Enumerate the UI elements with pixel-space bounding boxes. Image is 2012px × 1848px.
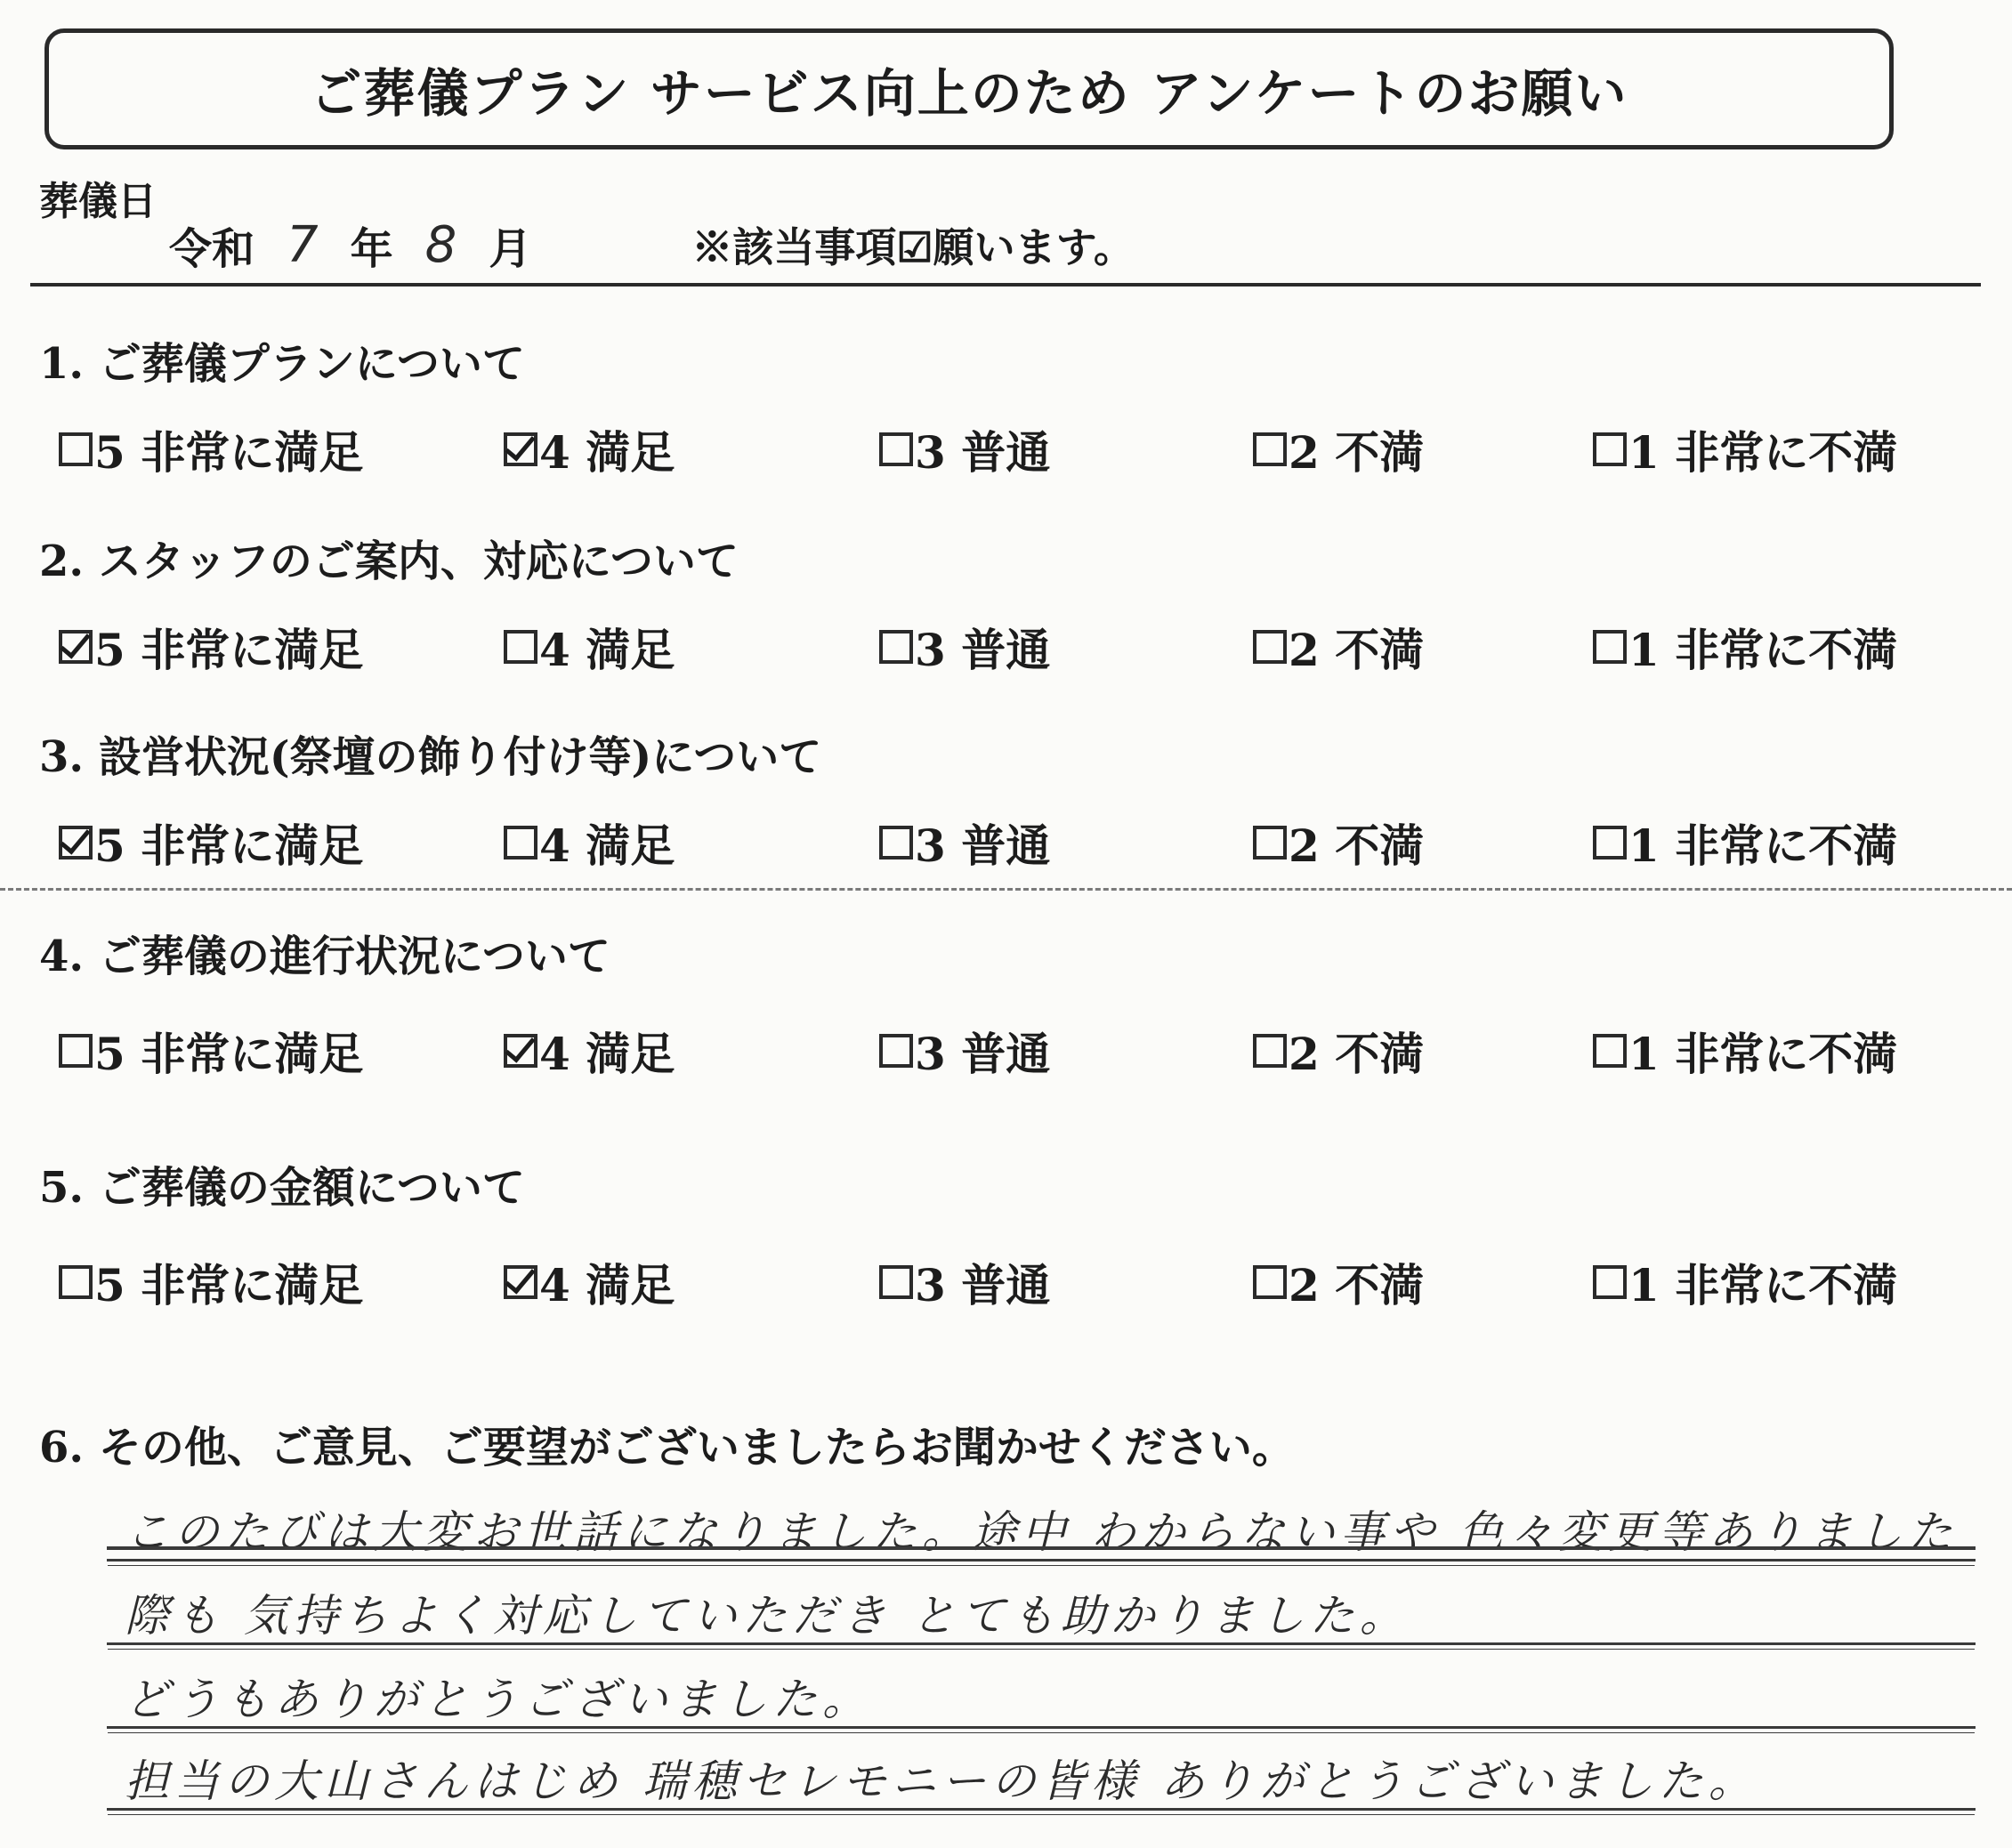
- checkbox-icon[interactable]: [59, 432, 93, 466]
- question-1-option-3[interactable]: [879, 418, 1050, 480]
- checkbox-icon[interactable]: [59, 1265, 93, 1299]
- checkbox-icon[interactable]: [1593, 826, 1627, 859]
- question-3-label: 3. 設営状況(祭壇の飾り付け等)について: [39, 732, 822, 782]
- checkbox-icon[interactable]: [1253, 1265, 1287, 1299]
- comment-ruled-line: [107, 1546, 1976, 1550]
- date-year-unit: 年: [350, 223, 393, 274]
- handwritten-comment-line: どうもありがとうございました。: [125, 1674, 872, 1725]
- comment-ruled-line: [107, 1726, 1976, 1729]
- checked-checkbox-icon[interactable]: [59, 630, 93, 664]
- question-1-option-4[interactable]: [504, 418, 675, 480]
- checkbox-icon[interactable]: [1593, 432, 1627, 466]
- date-year-handwritten[interactable]: 7: [287, 215, 319, 274]
- option-label: 4 満足: [539, 426, 675, 479]
- question-1-option-2[interactable]: [1253, 418, 1424, 480]
- question-4-option-2[interactable]: [1253, 1020, 1424, 1082]
- option-label: 5 非常に満足: [94, 819, 364, 872]
- question-2-option-5[interactable]: [59, 616, 363, 678]
- question-5-option-5[interactable]: [59, 1251, 363, 1313]
- checkbox-icon[interactable]: [504, 630, 537, 664]
- option-label: 4 満足: [539, 1028, 675, 1080]
- question-5-option-2[interactable]: [1253, 1251, 1424, 1313]
- question-1-options: [59, 418, 1927, 480]
- option-label: 3 普通: [915, 426, 1051, 479]
- checkbox-icon[interactable]: [879, 1265, 913, 1299]
- checkbox-icon[interactable]: [1253, 432, 1287, 466]
- option-label: 1 非常に不満: [1628, 819, 1898, 872]
- option-label: 2 不満: [1289, 426, 1425, 479]
- survey-title-box: [44, 28, 1894, 149]
- checkbox-icon[interactable]: [879, 826, 913, 859]
- question-1-option-5[interactable]: [59, 418, 363, 480]
- survey-title: ご葬儀プラン サービス向上のため アンケートのお願い: [310, 63, 1628, 124]
- comment-ruled-line: [107, 1559, 1976, 1562]
- option-label: 1 非常に不満: [1628, 1028, 1898, 1080]
- checkbox-icon[interactable]: [1593, 1034, 1627, 1068]
- option-label: 2 不満: [1289, 624, 1425, 676]
- comment-ruled-line: [107, 1808, 1976, 1811]
- question-2-option-4[interactable]: [504, 616, 675, 678]
- question-4-option-1[interactable]: [1593, 1020, 1897, 1082]
- comment-ruled-line: [107, 1642, 1976, 1645]
- handwritten-comment-line: このたびは大変お世話になりました。途中 わからない事や 色々変更等ありました: [125, 1506, 1958, 1558]
- question-3-option-5[interactable]: [59, 811, 363, 874]
- handwritten-comment-line: 担当の大山さんはじめ 瑞穂セレモニーの皆様 ありがとうございました。: [125, 1755, 1758, 1807]
- question-3-options: [59, 811, 1927, 874]
- question-4-options: [59, 1020, 1927, 1082]
- option-label: 1 非常に不満: [1628, 1259, 1898, 1311]
- checked-checkbox-icon[interactable]: [504, 1265, 537, 1299]
- comments-label: 6. その他、ご意見、ご要望がございましたらお聞かせください。: [39, 1423, 1295, 1473]
- option-label: 3 普通: [915, 624, 1051, 676]
- question-4-label: 4. ご葬儀の進行状況について: [39, 932, 610, 981]
- checkbox-icon[interactable]: [879, 1034, 913, 1068]
- question-2-option-2[interactable]: [1253, 616, 1424, 678]
- question-4-option-4[interactable]: [504, 1020, 675, 1082]
- checkbox-icon[interactable]: [1253, 826, 1287, 859]
- option-label: 5 非常に満足: [94, 624, 364, 676]
- question-2-label: 2. スタッフのご案内、対応について: [39, 537, 739, 586]
- question-4-option-5[interactable]: [59, 1020, 363, 1082]
- checkbox-icon[interactable]: [504, 826, 537, 859]
- question-4-option-3[interactable]: [879, 1020, 1050, 1082]
- question-5-label: 5. ご葬儀の金額について: [39, 1163, 525, 1213]
- option-label: 3 普通: [915, 1259, 1051, 1311]
- checkbox-icon[interactable]: [1253, 630, 1287, 664]
- date-month-unit: 月: [489, 223, 532, 274]
- checkbox-icon[interactable]: [1253, 1034, 1287, 1068]
- checkbox-icon[interactable]: [59, 1034, 93, 1068]
- option-label: 4 満足: [539, 624, 675, 676]
- check-instruction-note: ※該当事項☑願います。: [691, 223, 1135, 271]
- checkbox-icon[interactable]: [879, 630, 913, 664]
- header-divider: [30, 283, 1981, 286]
- option-label: 3 普通: [915, 819, 1051, 872]
- question-5-option-3[interactable]: [879, 1251, 1050, 1313]
- question-5-options: [59, 1251, 1927, 1313]
- question-1-label: 1. ご葬儀プランについて: [39, 339, 525, 389]
- option-label: 4 満足: [539, 819, 675, 872]
- option-label: 1 非常に不満: [1628, 426, 1898, 479]
- checked-checkbox-icon[interactable]: [59, 826, 93, 859]
- question-2-option-3[interactable]: [879, 616, 1050, 678]
- funeral-date-row: [169, 214, 1135, 276]
- funeral-date-label: 葬儀日: [39, 179, 157, 224]
- question-3-option-2[interactable]: [1253, 811, 1424, 874]
- checkbox-icon[interactable]: [1593, 630, 1627, 664]
- option-label: 4 満足: [539, 1259, 675, 1311]
- option-label: 5 非常に満足: [94, 1259, 364, 1311]
- checkbox-icon[interactable]: [879, 432, 913, 466]
- option-label: 3 普通: [915, 1028, 1051, 1080]
- option-label: 2 不満: [1289, 1028, 1425, 1080]
- option-label: 2 不満: [1289, 819, 1425, 872]
- checked-checkbox-icon[interactable]: [504, 1034, 537, 1068]
- handwritten-comment-line: 際も 気持ちよく対応していただき とても助かりました。: [125, 1590, 1410, 1642]
- question-3-option-1[interactable]: [1593, 811, 1897, 874]
- question-5-option-1[interactable]: [1593, 1251, 1897, 1313]
- question-2-option-1[interactable]: [1593, 616, 1897, 678]
- question-3-option-3[interactable]: [879, 811, 1050, 874]
- question-2-options: [59, 616, 1927, 678]
- date-era: 令和: [169, 223, 255, 274]
- fold-dashed-line: [0, 888, 2012, 891]
- option-label: 5 非常に満足: [94, 1028, 364, 1080]
- option-label: 2 不満: [1289, 1259, 1425, 1311]
- question-1-option-1[interactable]: [1593, 418, 1897, 480]
- date-month-handwritten[interactable]: 8: [424, 215, 457, 274]
- option-label: 5 非常に満足: [94, 426, 364, 479]
- question-3-option-4[interactable]: [504, 811, 675, 874]
- checkbox-icon[interactable]: [1593, 1265, 1627, 1299]
- checked-checkbox-icon[interactable]: [504, 432, 537, 466]
- option-label: 1 非常に不満: [1628, 624, 1898, 676]
- question-5-option-4[interactable]: [504, 1251, 675, 1313]
